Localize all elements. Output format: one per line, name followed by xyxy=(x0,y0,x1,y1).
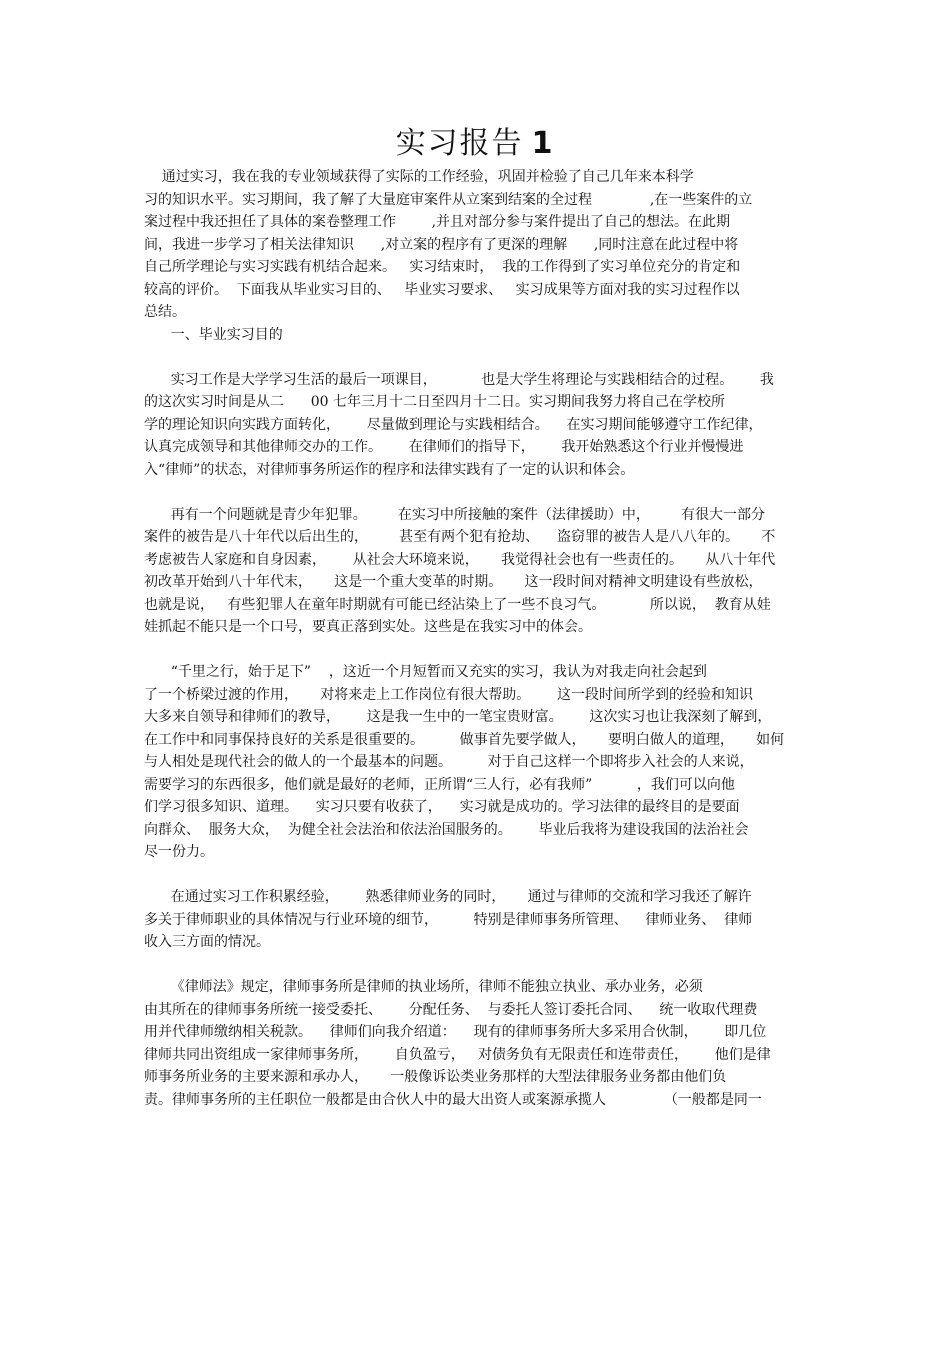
paragraph-gap xyxy=(144,346,814,369)
text-line: 在通过实习工作积累经验， 熟悉律师业务的同时， 通过与律师的交流和学习我还了解许 xyxy=(144,889,752,905)
paragraph-gap xyxy=(144,639,814,662)
text-line: 《律师法》规定，律师事务所是律师的执业场所，律师不能独立执业、承办业务，必须 xyxy=(144,979,703,995)
text-line: 律师共同出资组成一家律师事务所， 自负盈亏， 对债务负有无限责任和连带责任， 他们是律 xyxy=(144,1046,771,1063)
text-line: 再有一个问题就是青少年犯罪。 在实习中所接触的案件（法律援助）中， 有很大一部分 xyxy=(144,506,766,523)
paragraph xyxy=(144,661,814,864)
paragraph xyxy=(144,369,814,482)
text-line: 较高的评价。 下面我从毕业实习目的、 毕业实习要求、 实习成果等方面对我的实习过程作以 xyxy=(144,281,740,298)
text-line: 实习工作是大学学习生活的最后一项课目， 也是大学生将理论与实践相结合的过程。 我 xyxy=(144,371,774,388)
text-line: 也就是说， 有些犯罪人在童年时期就有可能已经沾染上了一些不良习气。 所以说， 教育从娃 xyxy=(144,596,771,613)
text-line: 在工作中和同事保持良好的关系是很重要的。 做事首先要学做人， 要明白做人的道理， 如何 xyxy=(144,731,785,748)
text-line: 与人相处是现代社会的做人的一个最基本的问题。 对于自己这样一个即将步入社会的人来说， xyxy=(144,754,754,770)
text-line: 学的理论知识向实践方面转化， 尽量做到理论与实践相结合。 在实习期间能够遵守工作纪律， xyxy=(144,416,763,433)
title-text: 实习报告 xyxy=(395,126,524,161)
report-body xyxy=(144,166,814,1111)
text-line: 一、毕业实习目的 xyxy=(144,326,283,343)
text-line: 案件的被告是八十年代以后出生的， 甚至有两个犯有抢劫、 盗窃罪的被告人是八八年的。 不 xyxy=(144,529,776,545)
text-line: 自己所学理论与实习实践有机结合起来。 实习结束时， 我的工作得到了实习单位充分的肯定和 xyxy=(144,259,741,275)
text-line: 初改革开始到八十年代末， 这是一个重大变革的时期。 这一段时间对精神文明建设有些放松， xyxy=(144,574,763,590)
text-line: 尽一份力。 xyxy=(144,844,214,860)
page-title xyxy=(0,124,950,164)
text-line: 收入三方面的情况。 xyxy=(144,934,270,950)
text-line: 习的知识水平。实习期间，我了解了大量庭审案件从立案到结案的全过程 ,在一些案件的立 xyxy=(144,191,753,208)
text-line: 由其所在的律师事务所统一接受委托、 分配任务、 与委托人签订委托合同、 统一收取代理费 xyxy=(144,1001,758,1018)
paragraph-gap xyxy=(144,954,814,977)
paragraph xyxy=(144,324,814,347)
text-line: 需要学习的东西很多，他们就是最好的老师，正所谓“三人行，必有我师” ，我们可以向他 xyxy=(144,776,735,793)
text-line: 用并代律师缴纳相关税款。 律师们向我介绍道： 现有的律师事务所大多采用合伙制， 即几位 xyxy=(144,1024,767,1040)
text-line: 责。律师事务所的主任职位一般都是由合伙人中的最大出资人或案源承揽人 （一般都是同一 xyxy=(144,1091,762,1108)
text-line: 间，我进一步学习了相关法律知识 ,对立案的程序有了更深的理解 ,同时注意在此过程中将 xyxy=(144,236,739,253)
paragraph xyxy=(144,166,814,324)
title-number: 1 xyxy=(531,126,555,161)
paragraph xyxy=(144,504,814,639)
text-line: 入“律师”的状态，对律师事务所运作的程序和法律实践有了一定的认识和体会。 xyxy=(144,461,635,478)
text-line: 案过程中我还担任了具体的案卷整理工作 ,并且对部分参与案件提出了自己的想法。在此期 xyxy=(144,214,731,230)
text-line: “千里之行，始于足下” ，这近一个月短暂而又充实的实习，我认为对我走向社会起到 xyxy=(144,664,707,680)
text-line: 的这次实习时间是从二 00 七年三月十二日至四月十二日。实习期间我努力将自己在学校所 xyxy=(144,394,725,410)
text-line: 多关于律师职业的具体情况与行业环境的细节， 特别是律师事务所管理、 律师业务、 律师 xyxy=(144,911,753,928)
text-line: 师事务所业务的主要来源和承办人， 一般像诉讼类业务那样的大型法律服务业务都由他们负 xyxy=(144,1069,727,1085)
text-line: 考虑被告人家庭和自身因素， 从社会大环境来说， 我觉得社会也有一些责任的。 从八十年代 xyxy=(144,551,776,568)
paragraph-gap xyxy=(144,864,814,887)
text-line: 娃抓起不能只是一个口号，要真正落到实处。这些是在我实习中的体会。 xyxy=(144,619,592,635)
text-line: 了一个桥梁过渡的作用， 对将来走上工作岗位有很大帮助。 这一段时间所学到的经验和知识 xyxy=(144,686,753,703)
text-line: 向群众、 服务大众， 为健全社会法治和依法治国服务的。 毕业后我将为建设我国的法治社会 xyxy=(144,821,749,838)
text-line: 认真完成领导和其他律师交办的工作。 在律师们的指导下， 我开始熟悉这个行业并慢慢进 xyxy=(144,439,744,455)
paragraph-gap xyxy=(144,481,814,504)
text-line: 总结。 xyxy=(144,304,186,320)
text-line: 们学习很多知识、道理。 实习只要有收获了， 实习就是成功的。学习法律的最终目的是要面 xyxy=(144,799,740,815)
text-line: 大多来自领导和律师们的教导， 这是我一生中的一笔宝贵财富。 这次实习也让我深刻了解到， xyxy=(144,709,772,725)
paragraph xyxy=(144,976,814,1111)
paragraph xyxy=(144,886,814,954)
text-line: 通过实习，我在我的专业领域获得了实际的工作经验，巩固并检验了自己几年来本科学 xyxy=(144,169,694,185)
